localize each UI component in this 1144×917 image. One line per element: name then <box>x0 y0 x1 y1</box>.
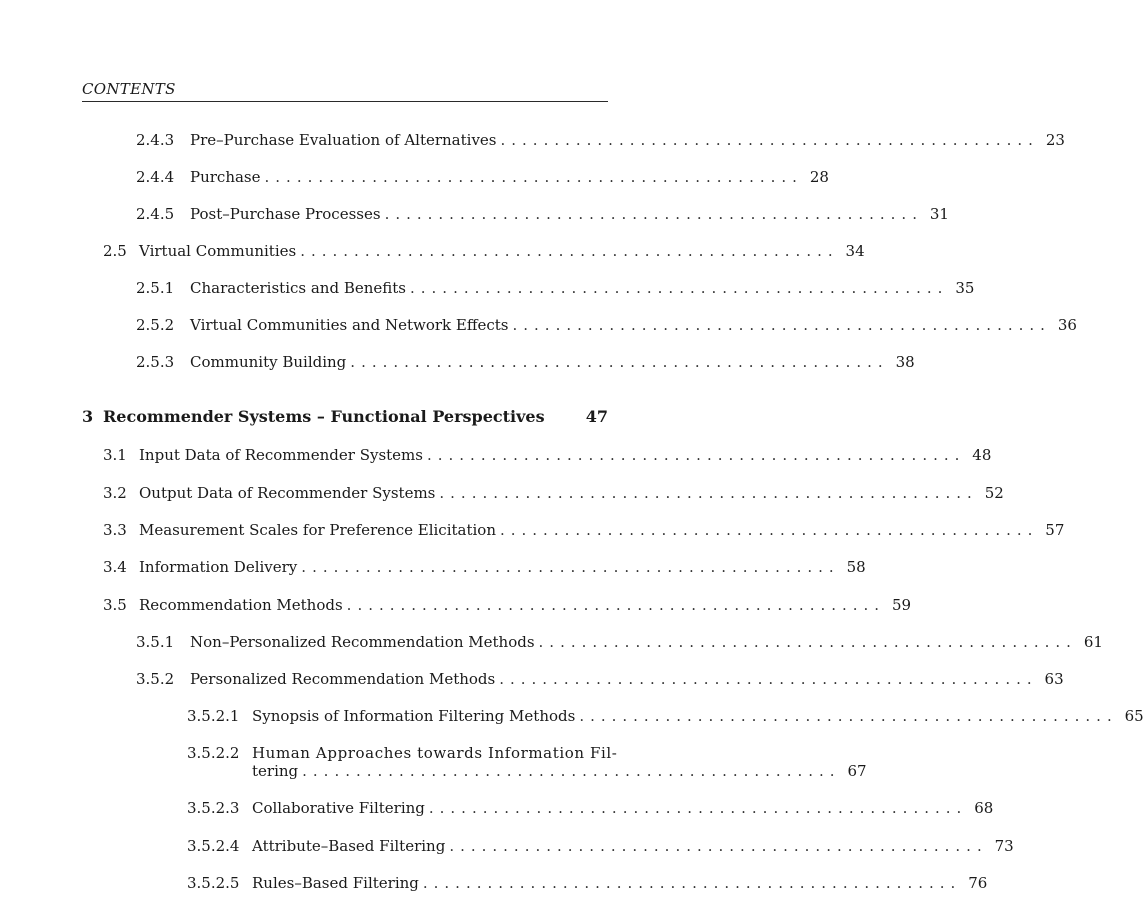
toc-entry[interactable] <box>136 670 1064 688</box>
entry-title: Virtual Communities and Network Effects <box>190 316 509 334</box>
entry-page: 68 <box>974 799 994 817</box>
toc-entry[interactable] <box>103 242 865 260</box>
entry-title: Non–Personalized Recommendation Methods <box>190 633 535 651</box>
entry-page: 52 <box>984 484 1004 502</box>
entry-page: 67 <box>847 762 867 780</box>
toc-entry[interactable] <box>103 558 866 576</box>
leader-dots: .................................................. <box>500 131 1039 149</box>
leader-dots: .................................................. <box>422 874 962 892</box>
toc-entry[interactable] <box>136 205 949 223</box>
toc-entry[interactable] <box>136 279 975 297</box>
toc-entry[interactable] <box>187 799 994 817</box>
toc-entry[interactable] <box>136 131 1065 149</box>
entry-title: Pre–Purchase Evaluation of Alternatives <box>190 131 497 149</box>
leader-dots: .................................................. <box>350 353 889 371</box>
leader-dots: .................................................. <box>538 633 1077 651</box>
toc-chapter-entry[interactable] <box>82 408 608 426</box>
toc-entry[interactable] <box>103 596 912 614</box>
running-header: CONTENTS <box>82 80 176 98</box>
toc-entry[interactable] <box>103 484 1004 502</box>
entry-number: 3.5.2.2 <box>187 744 240 762</box>
entry-title: Purchase <box>190 168 261 186</box>
entry-page: 59 <box>891 596 912 614</box>
entry-page: 73 <box>994 837 1014 855</box>
toc-entry[interactable] <box>136 353 915 371</box>
leader-dots: .................................................. <box>301 558 840 576</box>
entry-title: Measurement Scales for Preference Elicitation <box>139 521 496 539</box>
leader-dots: .................................................. <box>302 762 841 780</box>
toc-entry[interactable] <box>103 521 1065 539</box>
entry-number: 3.5.2.4 <box>187 837 240 855</box>
entry-page: 76 <box>968 874 988 892</box>
toc-entry[interactable] <box>136 633 1103 651</box>
toc-entry[interactable] <box>136 168 829 186</box>
entry-page: 63 <box>1044 670 1064 688</box>
leader-dots: .................................................. <box>264 168 803 186</box>
leader-dots: .................................................. <box>449 837 988 855</box>
entry-title-line1: Human Approaches towards Information Fil- <box>252 744 618 762</box>
entry-page: 36 <box>1057 316 1077 334</box>
entry-number: 2.4.3 <box>136 131 175 149</box>
entry-page: 38 <box>895 353 915 371</box>
entry-number: 2.5 <box>103 242 127 260</box>
entry-number: 3.5.2.3 <box>187 799 240 817</box>
entry-page: 28 <box>809 168 829 186</box>
entry-number: 3.5.2.5 <box>187 874 240 892</box>
chapter-number: 3 <box>82 407 94 426</box>
entry-page: 58 <box>846 558 866 576</box>
entry-number: 3.4 <box>103 558 127 576</box>
entry-number: 3.5.2 <box>136 670 175 688</box>
toc-entry[interactable] <box>187 707 1144 725</box>
entry-page: 23 <box>1045 131 1065 149</box>
leader-dots: .................................................. <box>428 799 968 817</box>
entry-title: Output Data of Recommender Systems <box>139 484 436 502</box>
leader-dots: .................................................. <box>499 670 1038 688</box>
leader-dots: .................................................. <box>499 521 1039 539</box>
chapter-page: 47 <box>585 407 608 426</box>
entry-title: Input Data of Recommender Systems <box>139 446 423 464</box>
entry-number: 2.4.4 <box>136 168 175 186</box>
entry-title: Rules–Based Filtering <box>252 874 419 892</box>
entry-page: 31 <box>929 205 949 223</box>
entry-number: 2.5.3 <box>136 353 175 371</box>
toc-entry[interactable] <box>187 837 1014 855</box>
entry-title: Virtual Communities <box>139 242 297 260</box>
header-rule <box>82 101 608 102</box>
entry-number: 3.5 <box>103 596 127 614</box>
leader-dots: .................................................. <box>346 596 886 614</box>
entry-number: 2.5.2 <box>136 316 175 334</box>
entry-page: 34 <box>845 242 865 260</box>
entry-title-line2: tering <box>252 762 299 780</box>
entry-title: Information Delivery <box>139 558 298 576</box>
entry-number: 3.1 <box>103 446 127 464</box>
entry-number: 3.5.1 <box>136 633 175 651</box>
entry-page: 35 <box>955 279 975 297</box>
toc-entry[interactable] <box>103 446 992 464</box>
entry-number: 3.3 <box>103 521 127 539</box>
entry-page: 61 <box>1083 633 1103 651</box>
chapter-title: Recommender Systems – Functional Perspectives <box>103 407 545 426</box>
entry-title: Community Building <box>190 353 347 371</box>
entry-title: Attribute–Based Filtering <box>252 837 446 855</box>
leader-dots: .................................................. <box>300 242 839 260</box>
leader-dots: .................................................. <box>410 279 949 297</box>
entry-number: 3.5.2.1 <box>187 707 240 725</box>
entry-page: 65 <box>1124 707 1144 725</box>
entry-title: Synopsis of Information Filtering Methods <box>252 707 576 725</box>
leader-dots: .................................................. <box>439 484 978 502</box>
entry-number: 2.5.1 <box>136 279 175 297</box>
entry-page: 48 <box>972 446 992 464</box>
entry-title: Personalized Recommendation Methods <box>190 670 496 688</box>
toc-entry[interactable] <box>136 316 1077 334</box>
leader-dots: .................................................. <box>512 316 1051 334</box>
toc-entry[interactable] <box>187 874 988 892</box>
entry-title: Recommendation Methods <box>139 596 343 614</box>
leader-dots: .................................................. <box>579 707 1118 725</box>
entry-title: Collaborative Filtering <box>252 799 425 817</box>
leader-dots: .................................................. <box>426 446 966 464</box>
entry-number: 3.2 <box>103 484 127 502</box>
entry-title: Post–Purchase Processes <box>190 205 381 223</box>
entry-number: 2.4.5 <box>136 205 175 223</box>
toc-entry[interactable] <box>187 744 867 780</box>
leader-dots: .................................................. <box>384 205 923 223</box>
entry-page: 57 <box>1045 521 1065 539</box>
entry-title: Characteristics and Benefits <box>190 279 406 297</box>
